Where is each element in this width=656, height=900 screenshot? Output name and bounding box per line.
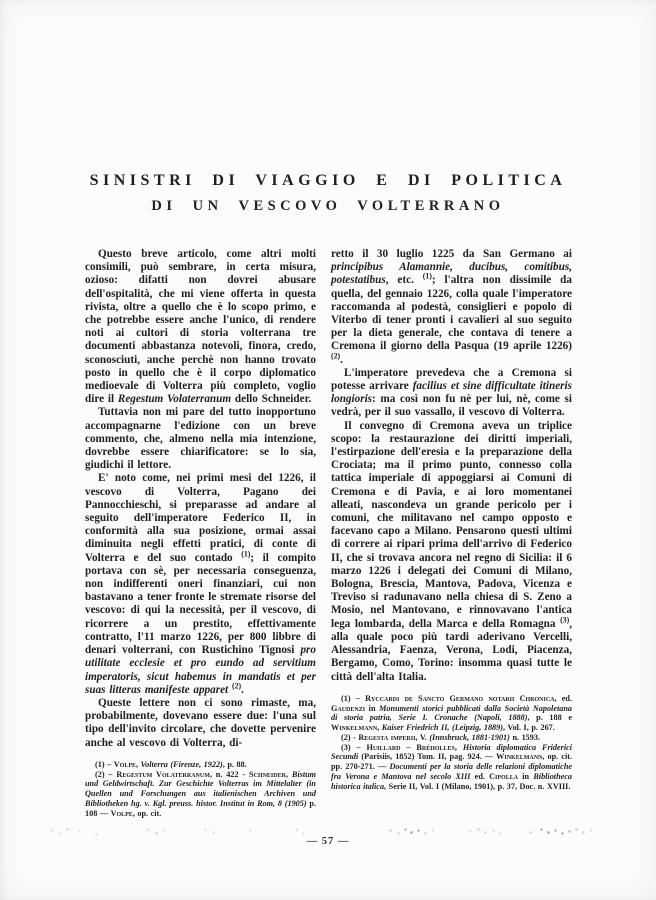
left-column-body — [85, 248, 316, 750]
footnote: (1) – Ryccardi de Sancto Germano notarii Chronica, ed. Gaudenzi in Monumenti storici pubblicati dalla Società Napoletana di storia patria, Serie I. Cronache (Napoli, 1888), p. 188 e Winkelmann, Kaiser Friedrich II, (Leipzig, 1889), Vol. I, p. 267. — [331, 693, 572, 733]
page-number: — 57 — — [306, 836, 350, 847]
scan-noise-speckles — [0, 0, 1, 1]
right-column — [331, 248, 572, 792]
article-title — [0, 172, 656, 215]
right-column-footnotes — [331, 694, 572, 792]
right-column-body — [331, 248, 572, 684]
left-column — [85, 248, 316, 819]
paragraph: Queste lettere non ci sono rimaste, ma, probabilmente, dovevano essere due: l'una sul tipo dell'invito circolare, che dovette pervenire anche al vescovo di Volterra, di- — [85, 696, 316, 749]
paragraph: Tuttavia non mi pare del tutto inopportuno accompagnarne l'edizione con un breve commento, che, almeno nella mia intenzione, dovrebbe essere chiarificatore: se lo sia, giudichi il lettore. — [85, 406, 316, 472]
article-title-line1: SINISTRI DI VIAGGIO E DI POLITICA — [89, 172, 567, 189]
paragraph: E' noto come, nei primi mesi del 1226, il vescovo di Volterra, Pagano dei Pannocchieschi, si preparasse ad andare al seguito dell'imperatore Federico II, in conformità alla sua posizione, ormai assai diminuita negli effetti pratici, di conte di Volterra e del suo contado $^{(1)}$; il compito portava con sè, per necessaria conseguenza, non indifferenti oneri finanziari, cui non bastavano a tener fronte le stremate risorse del vescovo: di qui la necessità, per il vescovo, di ricorrere a un prestito, effettivamente contratto, l'11 marzo 1226, per 800 libbre di denari volterrani, con Rustichino Tignosi pro utilitate ecclesie et pro eundo ad servitium imperatoris, sicut habemus in mandatis et per suas litteras manifeste apparet $^{(2)}$. — [85, 472, 316, 696]
footnote: (3) – Huillard – Bréholles, Historia diplomatica Friderici Secundi (Parisiis, 1852) Tom. II, pag. 924. — Winkelmann, op. cit. pp. 270-271. — Documenti per la storia delle relazioni diplomatiche fra Verona e Mantova nel secolo XIII ed. Cipolla in Bibliotheca historica italica, Serie II, Vol. I (Milano, 1901), p. 37, Doc. n. XVIII. — [331, 742, 573, 791]
paragraph: retto il 30 luglio 1225 da San Germano ai principibus Alamannie, ducibus, comitibus, potestatibus, etc. $^{(1)}$; l'altra non dissimile da quella, del gennaio 1226, colla quale l'imperatore raccomanda al podestà, consiglieri e popolo di Viterbo di tener pronti i cavalieri al suo seguito per la dieta generale, che contava di tenere a Cremona il giorno della Pasqua (19 aprile 1226) $^{(2)}$. — [331, 248, 572, 366]
paragraph: Questo breve articolo, come altri molti consimili, può sembrare, in certa misura, ozioso: difatti non dovrei abusare dell'ospitalità, che mi viene offerta in questa rivista, oltre a quello che è lo scopo primo, e che potrebbe essere anche l'unico, di rendere noti ai cultori di storia volterrana tre documenti abbastanza notevoli, finora, credo, sconosciuti, anche perchè non hanno trovato posto in quello che è il corpo diplomatico medioevale di Volterra più completo, voglio dire il Regestum Volaterranum dello Schneider. — [85, 248, 316, 406]
footnote: (1) – Volpe, Volterra (Firenze, 1922), p. 88. — [95, 759, 247, 769]
paragraph: Il convegno di Cremona aveva un triplice scopo: la restaurazione dei diritti imperiali, l'estirpazione dell'eresia e la preparazione della Crociata; ma il primo punto, connesso colla tattica imperiale di appoggiarsi ai Comuni di Cremona e di Pavia, e ai loro momentanei alleati, nascondeva un grande pericolo per i comuni, che militavano nel campo opposto e facevano capo a Milano. Pensarono questi ultimi di correre ai ripari prima dell'arrivo di Federico II, che si trovava ancora nel regno di Sicilia: il 6 marzo 1226 i delegati dei Comuni di Milano, Bologna, Brescia, Mantova, Padova, Vicenza e Treviso si radunavano nella chiesa di S. Zeno a Mosio, nel Mantovano, e rinnovavano l'antica lega lombarda, della Marca e della Romagna $^{(3)}$, alla quale poco più tardi aderivano Vercelli, Alessandria, Faenza, Verona, Lodi, Piacenza, Bergamo, Como, Torino: insomma quasi tutte le città dell'alta Italia. — [331, 419, 572, 683]
left-column-footnotes — [85, 760, 316, 819]
footnote: (2) – Regestum Volaterranum, n. 422 - Schneider, Bistum und Geldwirtschaft. Zur Geschichte Volterras im Mittelalter (in Quellen und Forschungen aus italienischen Archiven und Bibliotheken hg. v. Kgl. preuss. histor. Institut in Rom, 8 (1905) p. 108 — Volpe, op. cit. — [85, 769, 317, 818]
paragraph: L'imperatore prevedeva che a Cremona si potesse arrivare facilius et sine difficultate itineris longioris: ma così non fu nè per lui, nè, come si vedrà, per il suo vassallo, il vescovo di Volterra. — [331, 366, 572, 419]
article-title-line2: DI UN VESCOVO VOLTERRANO — [151, 198, 505, 214]
footnote: (2) - Regesta imperii, V. (Innsbruck, 1881-1901) n. 1593. — [341, 732, 541, 742]
